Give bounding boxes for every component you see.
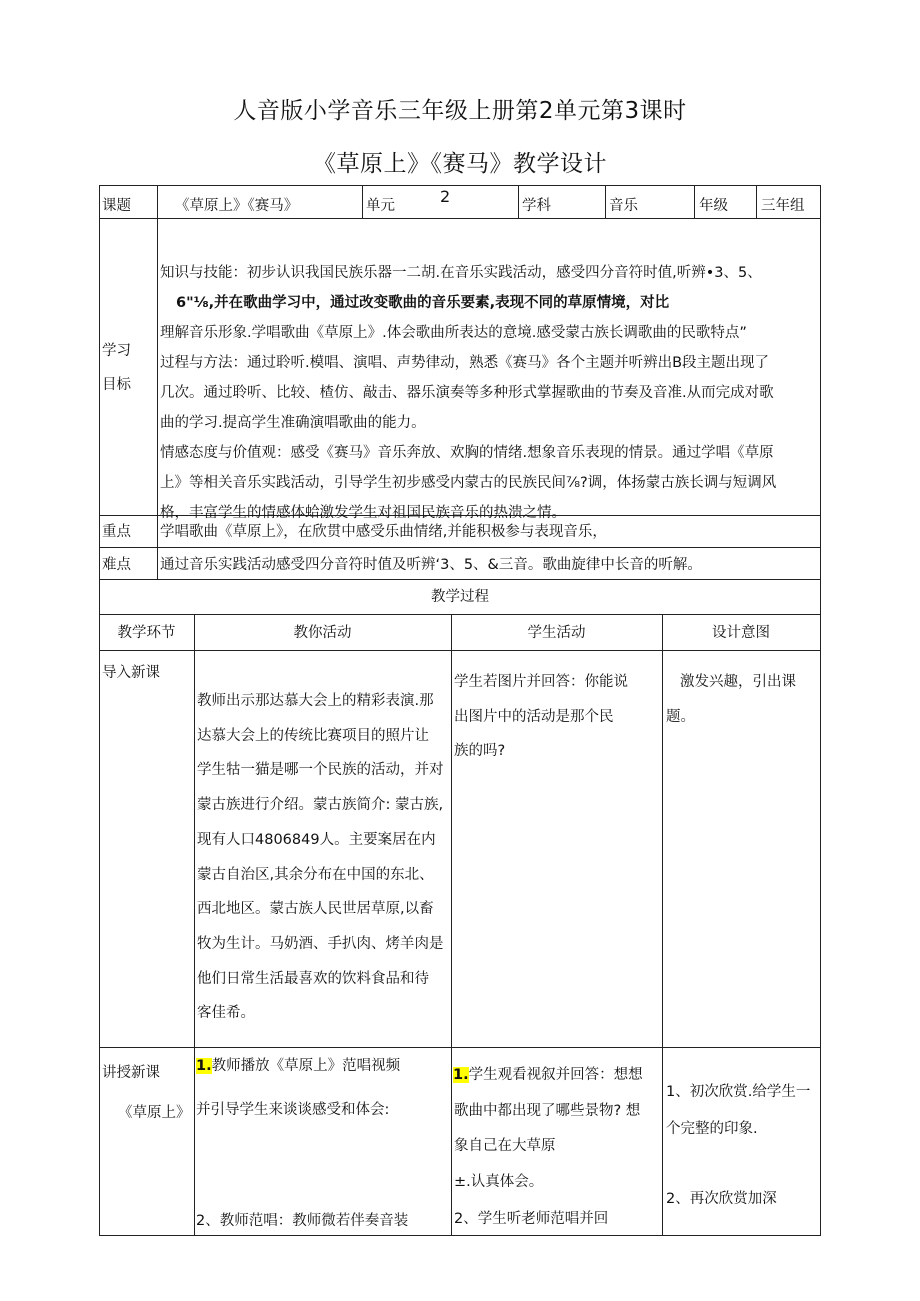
grade-label: 年级 [699, 198, 728, 214]
objective-line: 上》等相关音乐实践活动，引导学生初步感受内蒙古的民族民间⅞?调，体扬蒙古族长调与短调风 [160, 475, 777, 491]
intro-teacher-line: 牧为生计。马奶酒、手扒肉、烤羊肉是 [197, 935, 444, 952]
item-text: 教师播放《草原上》范唱视频 [211, 1058, 401, 1074]
intro-student [454, 665, 628, 769]
objective-line: 几次。通过聆听、比较、楂仿、敲击、器乐演奏等多种形式掌握歌曲的节奏及音准.从而完成对歌 [160, 385, 774, 401]
header-teacher: 教你活动 [293, 625, 352, 641]
document-title: 人音版小学音乐三年级上册第2单元第3课时 [233, 98, 687, 124]
grade-value: 三年组 [761, 198, 805, 214]
key-point-label: 重点 [102, 524, 131, 540]
intro-teacher-line: 达慕大会上的传统比赛项目的照片让 [197, 727, 429, 744]
lesson-teacher-item1-line2: 并引导学生来谈谈感受和体会: [196, 1102, 390, 1118]
item-number: 1. [196, 1058, 212, 1074]
intro-intent-line: 题。 [666, 708, 695, 725]
intro-teacher-line: 客佳希。 [197, 1005, 255, 1022]
unit-label: 单元 [366, 198, 395, 214]
objective-line: 理解音乐形象.学唱歌曲《草原上》.体会歌曲所表达的意境.感受蒙古族长调歌曲的民歌特点” [160, 325, 747, 341]
course-label: 课题 [102, 198, 131, 214]
objectives-label-2: 目标 [102, 377, 131, 393]
difficulty-label: 难点 [102, 557, 131, 573]
objective-line: 6"⅛,并在歌曲学习中，通过改变歌曲的音乐要素,表现不同的草原情境，对比 [176, 295, 670, 311]
intro-student-line: 族的吗? [454, 743, 506, 760]
lesson-intent-line: 1、初次欣赏.给学生一 [666, 1084, 811, 1100]
intro-teacher [197, 684, 444, 1031]
intro-teacher-line: 教师出示那达慕大会上的精彩表演.那 [197, 693, 434, 709]
objective-line: 过程与方法：通过聆听.模唱、演唱、声势律动，熟悉《赛马》各个主题并听辨出B段主题出现了 [160, 355, 770, 371]
lesson-student-line: ±.认真体会。 [454, 1174, 544, 1190]
objective-line: 情感态度与价值观：感受《赛马》音乐奔放、欢胸的情绪.想象音乐表现的情景。通过学唱《草原 [160, 445, 774, 461]
document-subtitle: 《草原上》《赛马》教学设计 [313, 151, 607, 177]
unit-value: 2 [440, 187, 451, 206]
lesson-student-line: 歌曲中都出现了哪些景物? 想 [454, 1103, 641, 1119]
objective-line: 曲的学习.提高学生准确演唱歌曲的能力。 [160, 415, 426, 431]
process-title: 教学过程 [431, 589, 489, 605]
intro-stage: 导入新课 [102, 665, 160, 681]
objectives-text [160, 258, 776, 528]
lesson-student-line: 象自己在大草原 [454, 1138, 556, 1154]
header-intent: 设计意图 [712, 625, 770, 641]
intro-student-line: 出图片中的活动是那个民 [454, 708, 614, 725]
intro-teacher-line: 蒙古族进行介绍。蒙古族简介: 蒙古族, [197, 797, 444, 814]
lesson-student-item2: 2、学生听老师范唱并回 [454, 1211, 609, 1227]
objectives-label-1: 学习 [102, 343, 131, 359]
header-student: 学生活动 [527, 625, 586, 641]
intro-teacher-line: 学生牯一猫是哪一个民族的活动，并对 [197, 762, 444, 779]
objective-line: 知识与技能：初步认识我国民族乐器一二胡.在音乐实践活动，感受四分音符时值,听辨•3、5、 [160, 265, 762, 281]
intro-student-line: 学生若图片并回答：你能说 [454, 674, 628, 690]
header-stage: 教学环节 [117, 625, 176, 641]
objective-line: 格，丰富学生的情感体蛤激发学生对祖国民族音乐的热溃之情。 [160, 505, 566, 521]
lesson-teacher-item2: 2、教师范唱：教师微若伴奏音装 [196, 1213, 409, 1229]
intro-teacher-line: 他们日常生活最喜欢的饮料食品和待 [197, 970, 429, 987]
intro-intent-line: 激发兴趣，引出课 [680, 674, 796, 690]
course-value: 《草原上》《赛马》 [175, 198, 299, 214]
lesson-student-item1 [453, 1065, 643, 1085]
difficulty-text: 通过音乐实践活动感受四分音符时值及听辨‘3、5、&三音。歌曲旋律中长音的听解。 [160, 557, 702, 573]
item-number: 1. [453, 1067, 469, 1083]
key-point-text: 学唱歌曲《草原上》，在欣贯中感受乐曲情绪,并能积极参与表现音乐， [160, 524, 607, 540]
lesson-song: 《草原上》 [118, 1105, 191, 1121]
intro-teacher-line: 蒙古自治区,其余分布在中国的东北、 [197, 866, 434, 883]
intro-teacher-line: 现有人口4806849人。主要案居在内 [197, 831, 436, 848]
intro-teacher-line: 西北地区。蒙古族人民世居草原,以畜 [197, 901, 434, 918]
lesson-intent-item2: 2、再次欣赏加深 [666, 1191, 777, 1207]
lesson-stage: 讲授新课 [102, 1065, 160, 1081]
subject-label: 学科 [522, 198, 551, 214]
subject-value: 音乐 [609, 198, 638, 214]
lesson-teacher-item1 [196, 1056, 400, 1076]
lesson-intent-line: 个完整的印象. [666, 1121, 758, 1137]
item-text: 学生观看视叙并回答：想想 [468, 1067, 643, 1083]
intro-intent [666, 665, 796, 734]
